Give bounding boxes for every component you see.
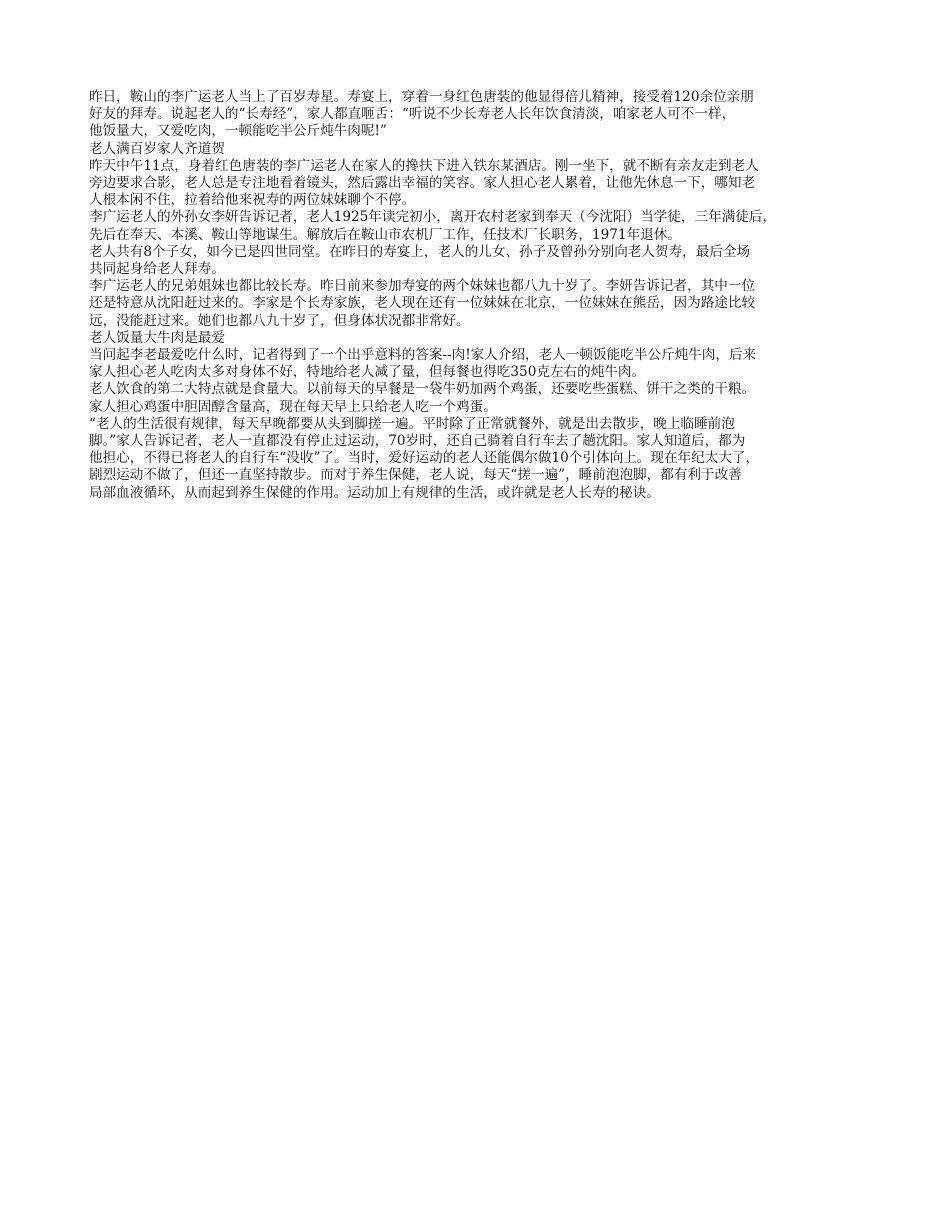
article-paragraph: 李广运老人的外孙女李妍告诉记者，老人1925年读完初小，离开农村老家到奉天（今沈阳）当学徒，三年满徒后， 先后在奉天、本溪、鞍山等地谋生。解放后在鞍山市农机厂工作，任技术厂长职务，1971年退休。 bbox=[89, 209, 777, 243]
article-paragraph: 当问起李老最爱吃什么时，记者得到了一个出乎意料的答案--肉!家人介绍，老人一顿饭能吃半公斤炖牛肉，后来 家人担心老人吃肉太多对身体不好，特地给老人减了量，但每餐也得吃350克左右的炖牛肉。 bbox=[89, 347, 757, 381]
section-heading-diet: 老人饭量大牛肉是最爱 bbox=[89, 329, 225, 346]
article-body bbox=[89, 89, 879, 502]
article-paragraph: 老人饮食的第二大特点就是食量大。以前每天的早餐是一袋牛奶加两个鸡蛋，还要吃些蛋糕、饼干之类的干粮。 家人担心鸡蛋中胆固醇含量高，现在每天早上只给老人吃一个鸡蛋。 bbox=[89, 381, 756, 415]
article-paragraph: “老人的生活很有规律，每天早晚都要从头到脚搓一遍。平时除了正常就餐外，就是出去散步，晚上临睡前泡 脚。”家人告诉记者，老人一直都没有停止过运动，70岁时，还自己骑着自行车去了趟沈阳。家人知道后，都为 他担心，不得已将老人的自行车“没收”了。当时，爱好运动的老人还能偶尔做10个引体向上。现在年纪太大了， 剧烈运动不做了，但还一直坚持散步。而对于养生保健，老人说，每天“搓一遍”，睡前泡泡脚，都有利于改善 局部血液循环，从而起到养生保健的作用。运动加上有规律的生活，或许就是老人长寿的秘诀。 bbox=[89, 415, 760, 501]
article-paragraph: 昨天中午11点，身着红色唐装的李广运老人在家人的搀扶下进入铁东某酒店。刚一坐下，就不断有亲友走到老人 旁边要求合影，老人总是专注地看着镜头，然后露出幸福的笑容。家人担心老人累着，让他先休息一下，哪知老 人根本闲不住，拉着给他来祝寿的两位妹妹聊个不停。 bbox=[89, 157, 759, 209]
article-paragraph: 李广运老人的兄弟姐妹也都比较长寿。昨日前来参加寿宴的两个妹妹也都八九十岁了。李妍告诉记者，其中一位 还是特意从沈阳赶过来的。李家是个长寿家族，老人现在还有一位妹妹在北京，一位妹妹在熊岳，因为路途比较 远，没能赶过来。她们也都八九十岁了，但身体状况都非常好。 bbox=[89, 278, 756, 329]
section-heading-celebration: 老人满百岁家人齐道贺 bbox=[89, 140, 225, 157]
article-paragraph-intro: 昨日，鞍山的李广运老人当上了百岁寿星。寿宴上，穿着一身红色唐装的他显得倍儿精神，接受着120余位亲朋 好友的拜寿。说起老人的“长寿经”，家人都直咂舌：“听说不少长寿老人长年饮食清淡，咱家老人可不一样， 他饭量大，又爱吃肉，一顿能吃半公斤炖牛肉呢!” bbox=[89, 89, 754, 140]
article-paragraph: 老人共有8个子女，如今已是四世同堂。在昨日的寿宴上，老人的儿女、孙子及曾孙分别向老人贺寿，最后全场 共同起身给老人拜寿。 bbox=[89, 243, 751, 278]
